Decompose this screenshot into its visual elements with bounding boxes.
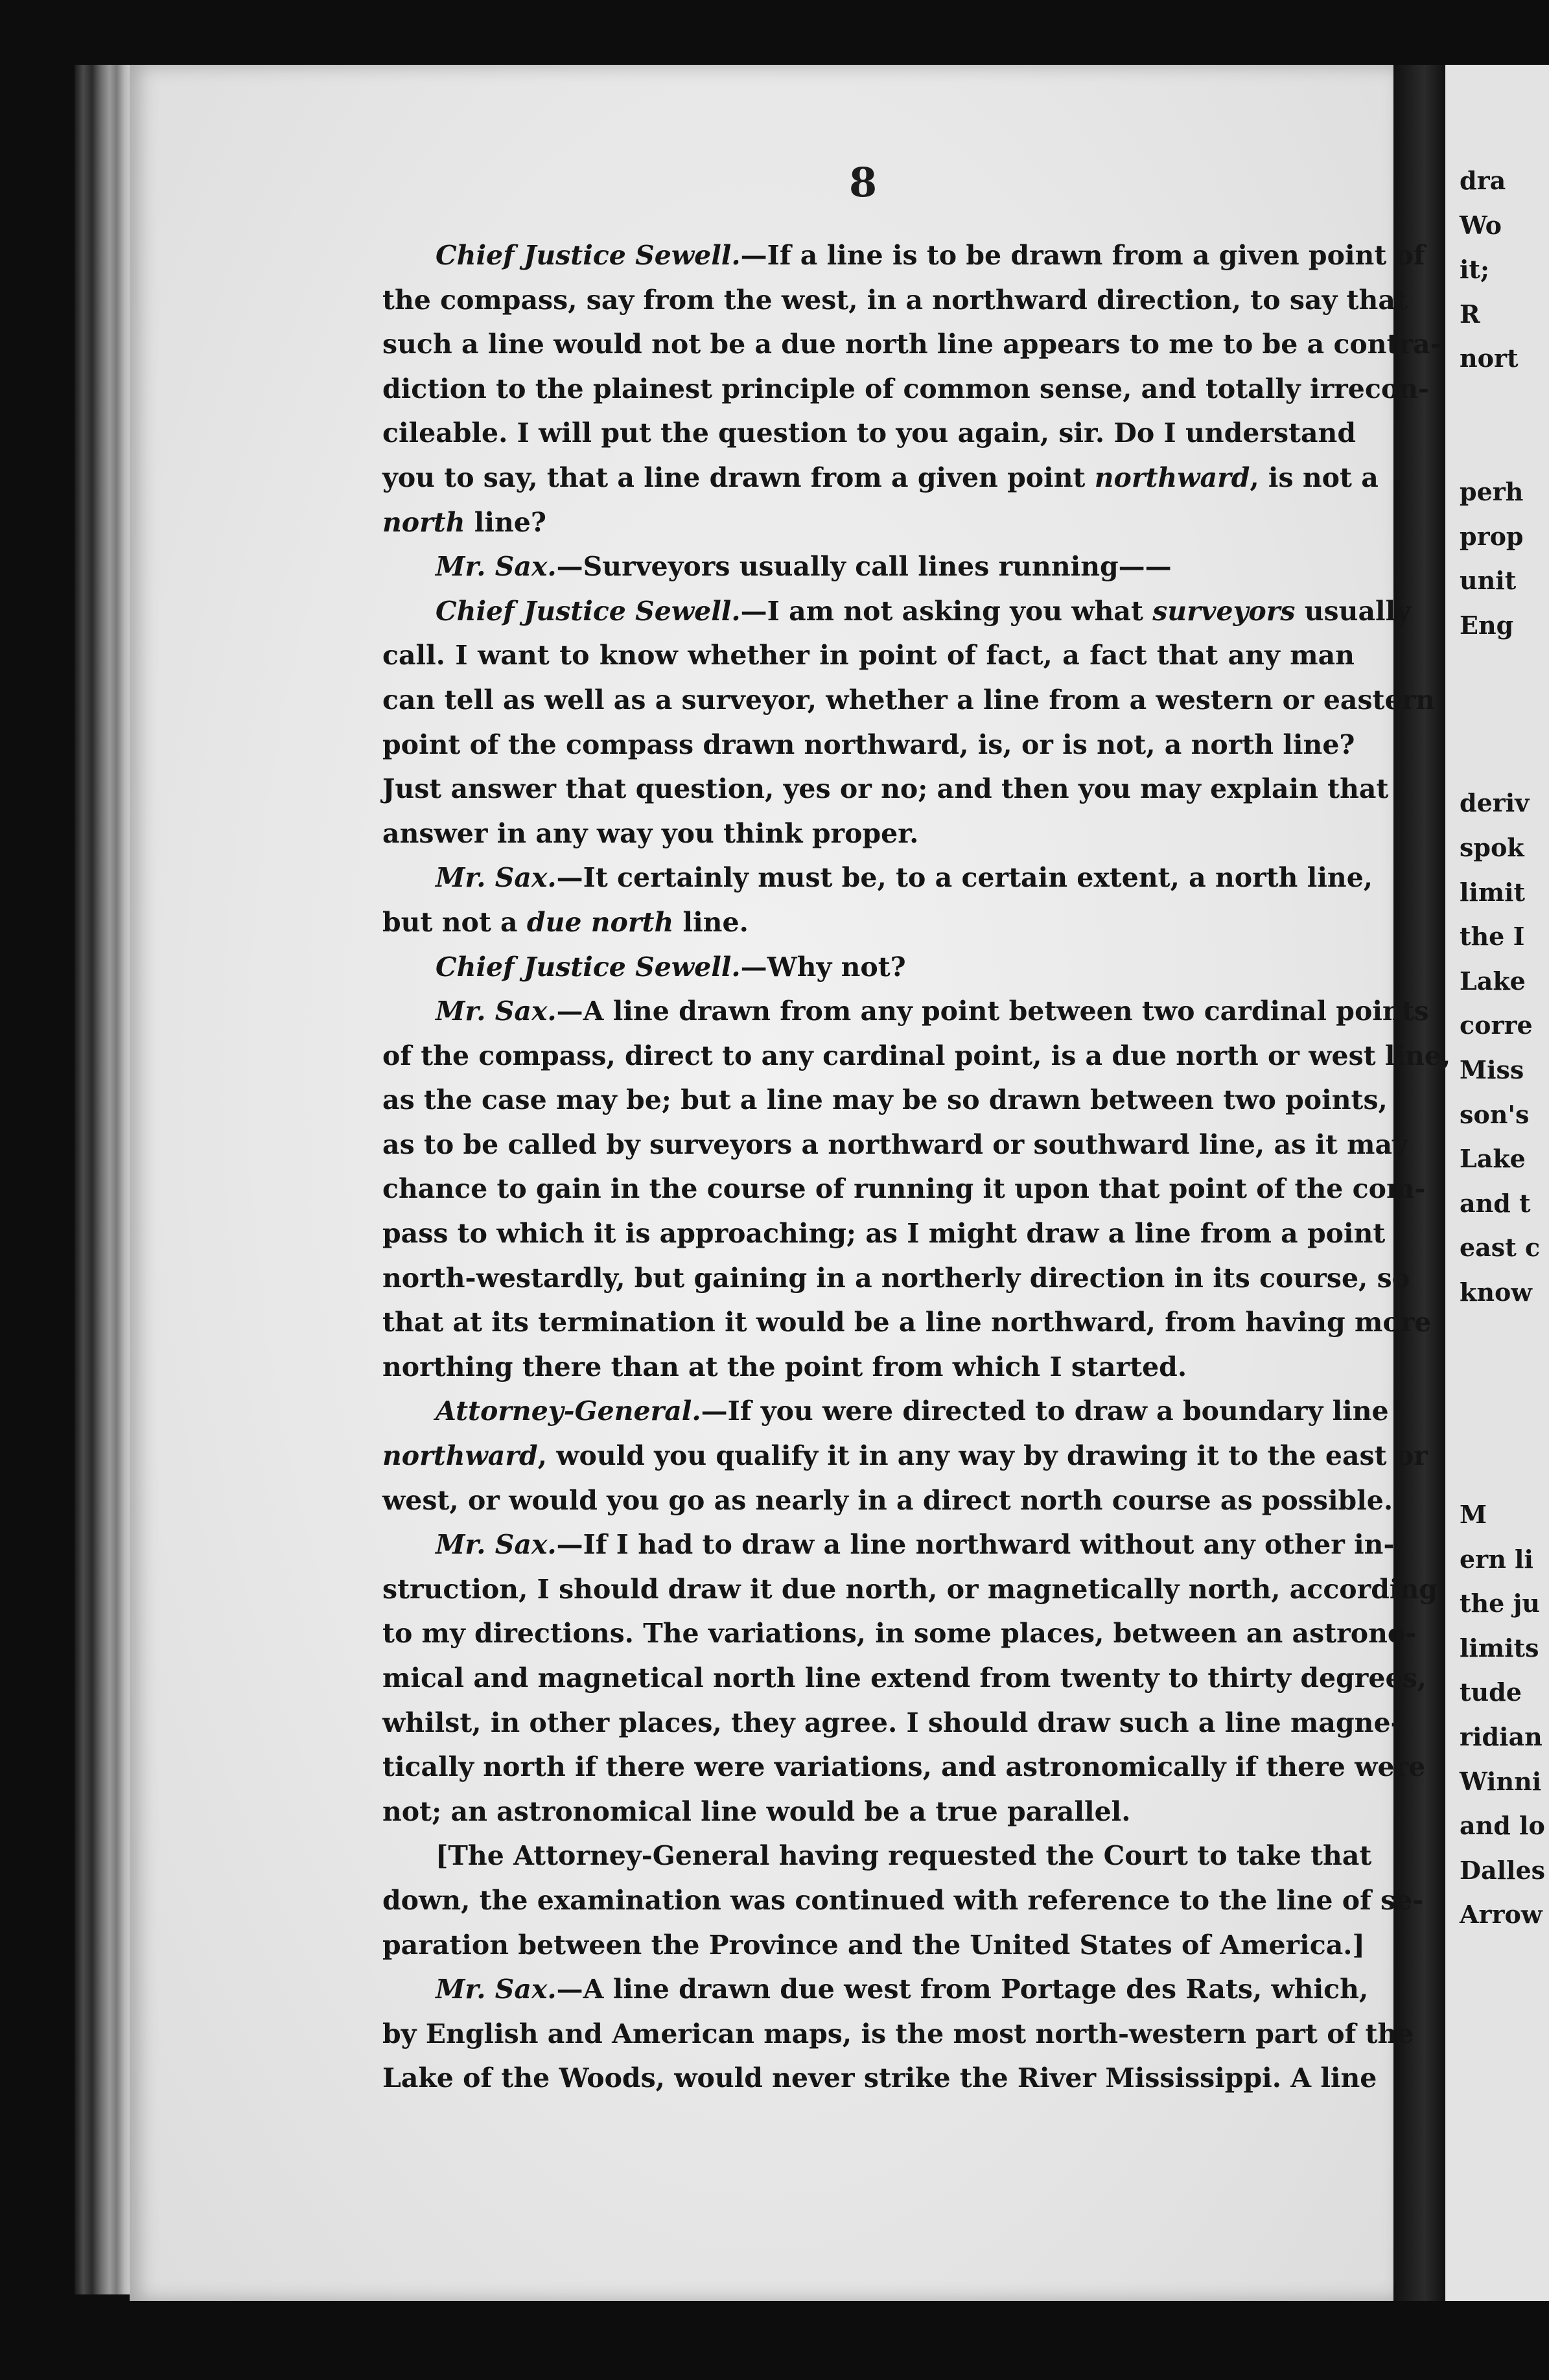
text-run: —Why not? [740, 951, 906, 983]
text-line [382, 1790, 1355, 1834]
text-run: tically north if there were variations, and astronomically if there were [382, 1751, 1426, 1783]
body-text [382, 233, 1451, 2101]
text-line [382, 767, 1389, 811]
italic-text: Mr. Sax. [436, 996, 557, 1027]
text-run: , would you qualify it in any way by drawing it to the east or [537, 1440, 1428, 1472]
text-line [382, 2012, 1414, 2057]
text-line [382, 1123, 1408, 1167]
adjacent-page-fragment: Lake [1460, 1144, 1526, 1174]
text-run: point of the compass drawn northward, is, or is not, a north line? [382, 729, 1355, 760]
text-line [382, 1611, 1417, 1656]
text-run: to my directions. The variations, in some places, between an astrono- [382, 1618, 1417, 1650]
adjacent-page-fragment: Lake [1460, 966, 1526, 996]
italic-text: Mr. Sax. [436, 862, 557, 894]
text-line [382, 1478, 1393, 1523]
text-line [382, 856, 1373, 900]
text-line [382, 1300, 1432, 1345]
adjacent-page-fragment: prop [1460, 521, 1524, 551]
text-line [382, 411, 1355, 456]
adjacent-page-fragment: the I [1460, 922, 1525, 951]
text-line [382, 1923, 1365, 1968]
adjacent-page-fragment: it; [1460, 255, 1490, 285]
adjacent-page-fragment: spok [1460, 833, 1524, 862]
adjacent-page-fragment: limits [1460, 1633, 1539, 1662]
text-line [382, 1167, 1426, 1211]
italic-text: Mr. Sax. [436, 1529, 557, 1561]
text-line [382, 2056, 1377, 2101]
text-run: answer in any way you think proper. [382, 817, 919, 849]
italic-text: due north [526, 906, 674, 938]
text-line [382, 1078, 1388, 1123]
text-run: [The Attorney-General having requested the Court to take that [436, 1840, 1372, 1872]
adjacent-page-fragment: unit [1460, 566, 1517, 596]
adjacent-page-edge [1445, 65, 1549, 2301]
text-run: northing there than at the point from which I started. [382, 1351, 1187, 1382]
text-run: call. I want to know whether in point of fact, a fact that any man [382, 640, 1355, 671]
adjacent-page-fragment: ern li [1460, 1544, 1533, 1574]
text-run: as the case may be; but a line may be so drawn between two points, [382, 1084, 1388, 1116]
text-line [382, 1567, 1438, 1612]
text-line [382, 1034, 1451, 1079]
text-line [382, 723, 1355, 767]
text-line [382, 945, 1355, 990]
text-run: —If a line is to be drawn from a given point of [740, 240, 1425, 271]
adjacent-page-fragment: deriv [1460, 788, 1530, 818]
italic-text: Attorney-General. [436, 1395, 701, 1427]
text-run: north-westardly, but gaining in a northerly direction in its course, so [382, 1262, 1410, 1294]
text-run: usually [1295, 595, 1411, 627]
text-run: line. [673, 906, 749, 938]
text-run: —A line drawn due west from Portage des Rats, which, [556, 1974, 1369, 2005]
text-run: diction to the plainest principle of common sense, and totally irrecon- [382, 373, 1429, 404]
adjacent-page-fragment: and lo [1460, 1811, 1545, 1841]
text-line [382, 589, 1411, 634]
text-line [382, 811, 1355, 856]
text-run: can tell as well as a surveyor, whether a line from a western or eastern [382, 684, 1435, 716]
text-line [382, 500, 1355, 545]
text-run: the compass, say from the west, in a northward direction, to say that [382, 284, 1408, 316]
italic-text: surveyors [1152, 595, 1296, 627]
italic-text: Chief Justice Sewell. [436, 595, 741, 627]
adjacent-page-fragment: nort [1460, 344, 1519, 373]
text-run: that at its termination it would be a line northward, from having more [382, 1307, 1432, 1338]
text-line [382, 1256, 1410, 1301]
text-line [382, 1967, 1369, 2012]
adjacent-page-fragment: ridian [1460, 1722, 1543, 1751]
adjacent-page-fragment: Arrow [1460, 1900, 1543, 1930]
text-line [382, 233, 1425, 278]
text-run: you to say, that a line drawn from a given point [382, 461, 1095, 493]
text-run: down, the examination was continued with reference to the line of se- [382, 1884, 1424, 1916]
text-run: west, or would you go as nearly in a direct north course as possible. [382, 1484, 1393, 1516]
text-line [382, 1345, 1355, 1390]
text-run: of the compass, direct to any cardinal point, is a due north or west line, [382, 1040, 1451, 1071]
text-run: Just answer that question, yes or no; and then you may explain that [382, 773, 1389, 805]
adjacent-page-fragment: Dalles [1460, 1855, 1546, 1885]
text-line [382, 367, 1429, 412]
text-run: , is not a [1250, 461, 1379, 493]
text-run: whilst, in other places, they agree. I should draw such a line magne- [382, 1707, 1402, 1738]
adjacent-page-fragment: and t [1460, 1188, 1531, 1218]
text-run: Lake of the Woods, would never strike the River Mississippi. A line [382, 2062, 1377, 2094]
italic-text: Mr. Sax. [436, 1974, 557, 2005]
text-run: line? [465, 506, 546, 538]
adjacent-page-fragment: Winni [1460, 1766, 1542, 1796]
text-run: —It certainly must be, to a certain extent, a north line, [556, 862, 1373, 894]
adjacent-page-fragment: Miss [1460, 1055, 1524, 1084]
italic-text: Mr. Sax. [436, 551, 557, 583]
adjacent-page-fragment: perh [1460, 477, 1524, 507]
text-run: —If you were directed to draw a boundary line [701, 1395, 1389, 1427]
adjacent-page-fragment: M [1460, 1500, 1487, 1529]
adjacent-page-fragment: Wo [1460, 210, 1502, 240]
text-run: such a line would not be a due north line appears to me to be a contra- [382, 329, 1441, 360]
text-run: —Surveyors usually call lines running—— [556, 551, 1172, 583]
text-run: pass to which it is approaching; as I might draw a line from a point [382, 1218, 1386, 1250]
text-run: mical and magnetical north line extend from twenty to thirty degrees, [382, 1662, 1427, 1694]
italic-text: Chief Justice Sewell. [436, 240, 741, 271]
text-run: paration between the Province and the United States of America.] [382, 1929, 1365, 1961]
adjacent-page-fragment: corre [1460, 1010, 1533, 1040]
text-run: —If I had to draw a line northward without any other in- [556, 1529, 1395, 1561]
text-line [382, 900, 1355, 945]
text-line [382, 1434, 1428, 1478]
italic-text: northward [382, 1440, 538, 1472]
adjacent-page-fragment: son's [1460, 1099, 1530, 1129]
text-line [382, 633, 1355, 678]
text-line [382, 1522, 1395, 1567]
book-binding [75, 65, 133, 2294]
text-run: —A line drawn from any point between two cardinal points [556, 996, 1429, 1027]
adjacent-page-fragment: Eng [1460, 611, 1514, 640]
text-line [382, 278, 1408, 323]
adjacent-page-fragment: know [1460, 1278, 1533, 1307]
italic-text: north [382, 506, 465, 538]
text-line [382, 1834, 1372, 1878]
adjacent-page-fragment: dra [1460, 166, 1506, 195]
text-line [382, 1745, 1426, 1790]
text-run: struction, I should draw it due north, or magnetically north, according [382, 1573, 1438, 1605]
page-number: 8 [849, 159, 878, 206]
text-run: not; an astronomical line would be a true parallel. [382, 1795, 1131, 1827]
text-line [382, 322, 1441, 367]
text-run: cileable. I will put the question to you again, sir. Do I understand [382, 417, 1357, 449]
text-line [382, 456, 1379, 500]
text-run: —I am not asking you what [740, 595, 1153, 627]
text-line [382, 544, 1355, 589]
adjacent-page-fragment: the ju [1460, 1589, 1540, 1618]
text-line [382, 1211, 1386, 1256]
text-line [382, 1878, 1424, 1923]
text-run: as to be called by surveyors a northward or southward line, as it may [382, 1128, 1408, 1160]
italic-text: northward [1094, 461, 1250, 493]
italic-text: Chief Justice Sewell. [436, 951, 741, 983]
adjacent-page-fragment: tude [1460, 1677, 1522, 1707]
adjacent-page-fragment: R [1460, 299, 1480, 329]
text-line [382, 1701, 1402, 1745]
adjacent-page-fragment: east c [1460, 1233, 1541, 1263]
text-line [382, 1656, 1427, 1701]
adjacent-page-fragment: limit [1460, 877, 1526, 907]
text-run: chance to gain in the course of running it upon that point of the com- [382, 1173, 1426, 1205]
text-line [382, 1389, 1389, 1434]
text-line [382, 678, 1435, 723]
text-run: but not a [382, 906, 527, 938]
text-line [382, 989, 1429, 1034]
text-run: by English and American maps, is the most north-western part of the [382, 2018, 1414, 2049]
